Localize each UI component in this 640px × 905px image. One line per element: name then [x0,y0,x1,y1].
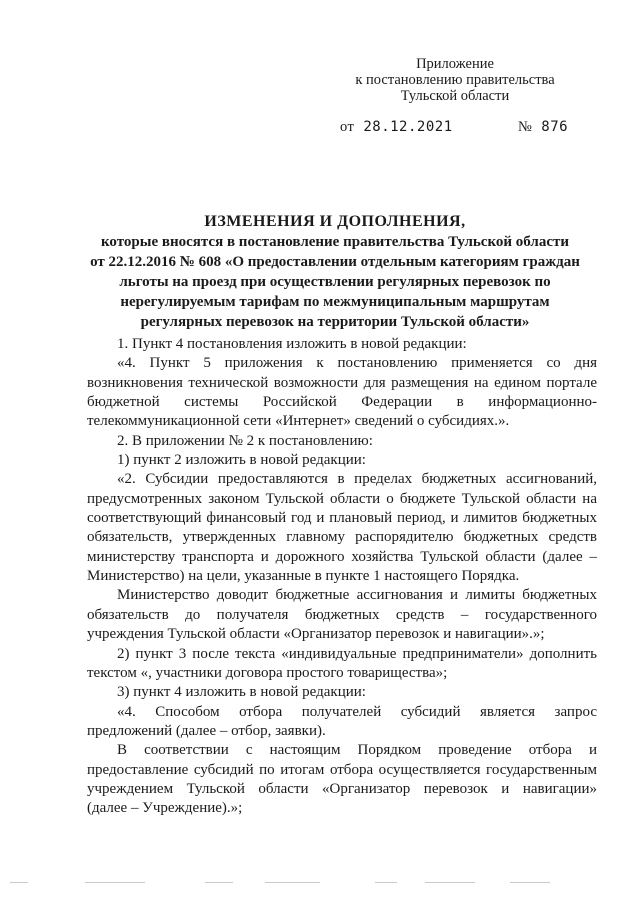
title-line: льготы на проезд при осуществлении регулярных перевозок по [119,274,551,290]
appendix-line-2: к постановлению правительства [355,72,555,88]
number-value: 876 [541,119,569,135]
body-line: «4. Способом отбора получателей субсидий является запрос [117,703,597,720]
appendix-line-3: Тульской области [400,88,510,104]
body-line: предоставление субсидий по итогам отбора осуществляется государственным [87,761,597,778]
title-heading: ИЗМЕНЕНИЯ И ДОПОЛНЕНИЯ, [204,213,466,230]
appendix-line-1: Приложение [416,56,494,72]
title-line: регулярных перевозок на территории Тульской области» [140,314,530,330]
body-line: Министерство) на цели, указанные в пункте 1 настоящего Порядка. [87,568,520,585]
body-line: 1) пункт 2 изложить в новой редакции: [117,452,366,469]
body-line: предусмотренных законом Тульской области о бюджете Тульской области на [87,490,597,507]
body-line: «4. Пункт 5 приложения к постановлению применяется со дня [117,355,597,372]
body-line: (далее – Учреждение).»; [87,800,243,817]
body-line: телекоммуникационной сети «Интернет» сведений о субсидиях.». [87,413,510,430]
body-line: текстом «, участники договора простого товарищества»; [87,664,448,681]
body-line: 1. Пункт 4 постановления изложить в новой редакции: [117,336,467,352]
body-line: «2. Субсидии предоставляются в пределах бюджетных ассигнований, [117,471,597,488]
appendix-header [330,56,580,104]
title-line: нерегулируемым тарифам по межмуниципальным маршрутам [120,294,550,310]
body-line: возникновения технической возможности для размещения на едином портале [87,374,597,391]
date-value: 28.12.2021 [363,119,453,135]
body-line: обязательств, утвержденных главному распорядителю бюджетных средств [87,529,597,546]
body-line: соответствующий финансовый год и плановый период, и лимитов бюджетных [87,510,597,527]
document-body [87,335,597,819]
body-line: бюджетной системы Российской Федерации в информационно- [87,394,597,411]
number-prefix: № [518,119,533,135]
body-line: 2) пункт 3 после текста «индивидуальные предприниматели» дополнить [117,645,597,662]
body-line: 3) пункт 4 изложить в новой редакции: [117,684,366,701]
body-line: учреждения Тульской области «Организатор перевозок и навигации».»; [87,626,545,643]
date-prefix: от [340,119,355,135]
resolution-date [340,119,453,136]
title-line: от 22.12.2016 № 608 «О предоставлении отдельным категориям граждан [90,254,580,270]
body-line: В соответствии с настоящим Порядком проведение отбора и [117,742,597,759]
body-line: учреждением Тульской области «Организатор перевозок и навигации» [87,780,597,797]
body-line: предложений (далее – отбор, заявки). [87,722,326,739]
body-line: Министерство доводит бюджетные ассигнования и лимиты бюджетных [117,587,597,604]
title-line: которые вносятся в постановление правительства Тульской области [100,234,570,250]
body-line: обязательств до получателя бюджетных средств – государственного [87,606,597,623]
resolution-number [518,119,568,136]
body-line: министерству транспорта и дорожного хозяйства Тульской области (далее – [87,548,597,565]
scan-artifact-line [0,878,640,888]
document-title [60,212,610,332]
body-line: 2. В приложении № 2 к постановлению: [117,432,373,449]
